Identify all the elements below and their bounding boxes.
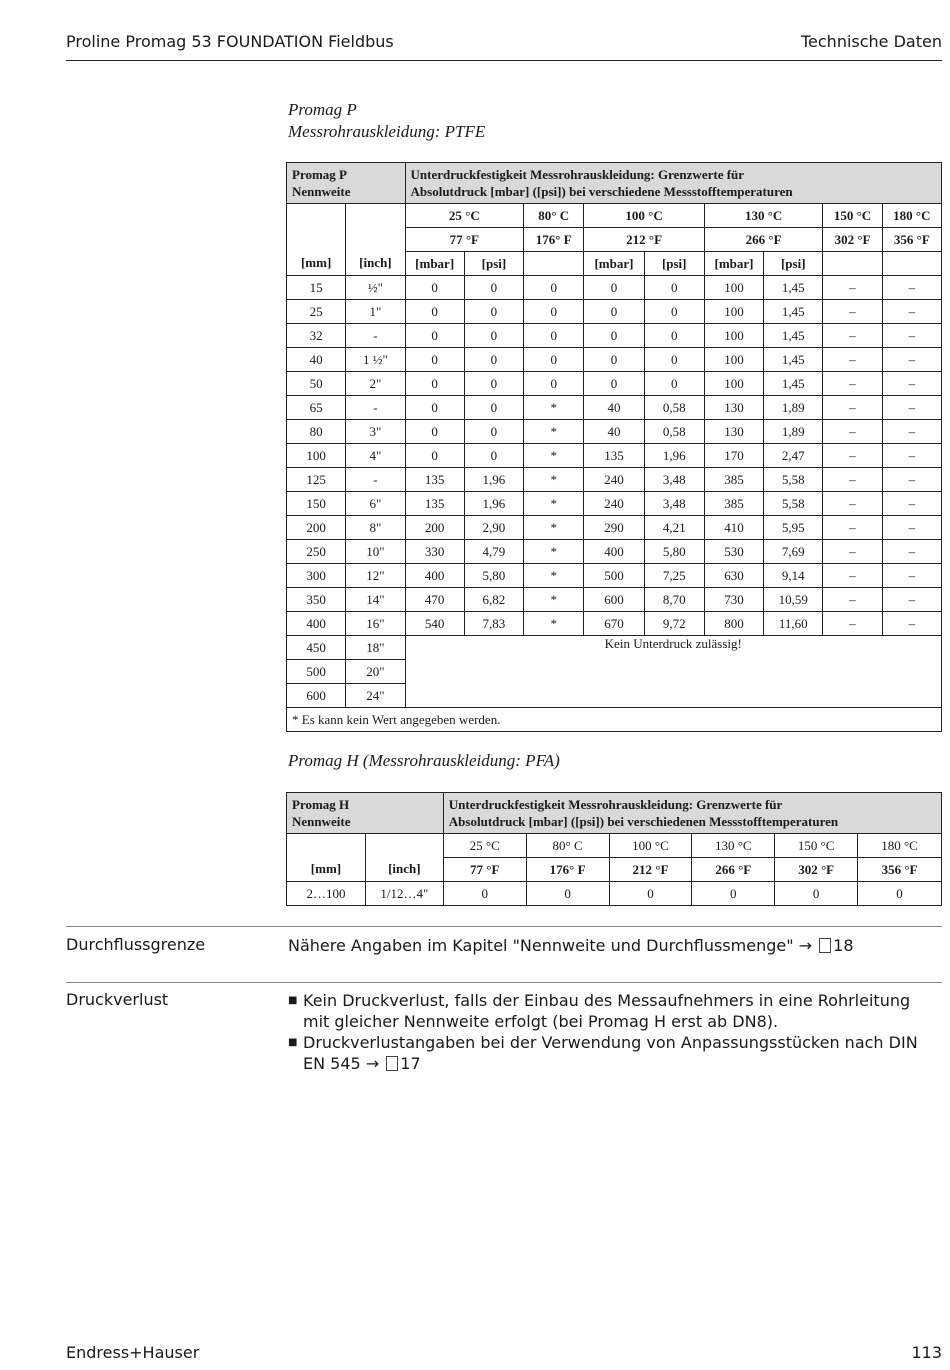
temp-f-header: 77 °F <box>443 858 526 882</box>
table-cell: 40 <box>287 348 346 372</box>
table-cell: 65 <box>287 396 346 420</box>
table-cell: – <box>823 564 882 588</box>
table-cell: 100 <box>704 300 763 324</box>
table-cell: 1,45 <box>764 300 823 324</box>
table-row <box>287 540 942 564</box>
table-cell: 1,96 <box>644 444 704 468</box>
druckverlust-list <box>288 990 938 1074</box>
table-cell: * <box>524 468 584 492</box>
table-cell: – <box>823 420 882 444</box>
temp-c-header: 100 °C <box>584 204 705 228</box>
section-divider <box>66 982 942 983</box>
table-cell: 11,60 <box>764 612 823 636</box>
unit-header <box>524 252 584 276</box>
table-row <box>287 276 942 300</box>
table-cell: 500 <box>584 564 644 588</box>
table-cell: – <box>823 372 882 396</box>
durchfluss-label: Durchflussgrenze <box>66 935 206 954</box>
table-cell: – <box>882 492 941 516</box>
table-cell: – <box>823 396 882 420</box>
promag-p-subtitle: Messrohrauskleidung: PTFE <box>288 122 486 141</box>
table-row <box>287 468 942 492</box>
table-cell: – <box>882 564 941 588</box>
table-cell: 2" <box>346 372 405 396</box>
table-row <box>287 516 942 540</box>
table-cell: 0,58 <box>644 420 704 444</box>
table-cell: – <box>823 588 882 612</box>
table-row <box>287 636 942 660</box>
table-cell: – <box>882 276 941 300</box>
table-cell: 0 <box>464 324 523 348</box>
table-cell: 0 <box>405 420 464 444</box>
table-cell: 9,72 <box>644 612 704 636</box>
table-cell: 4" <box>346 444 405 468</box>
table-cell: 450 <box>287 636 346 660</box>
table-cell: 125 <box>287 468 346 492</box>
table-cell: 0 <box>405 324 464 348</box>
header-rule <box>66 60 942 61</box>
table-cell: 40 <box>584 420 644 444</box>
table-cell: 1,89 <box>764 420 823 444</box>
table-cell: – <box>882 540 941 564</box>
table-cell: 540 <box>405 612 464 636</box>
unit-header: [psi] <box>644 252 704 276</box>
table-cell: 1 ½" <box>346 348 405 372</box>
table-cell: 130 <box>704 420 763 444</box>
table-row <box>287 300 942 324</box>
table-cell: 0 <box>584 276 644 300</box>
table-cell: 1,96 <box>464 492 523 516</box>
table-cell: 290 <box>584 516 644 540</box>
temp-f-header: 77 °F <box>405 228 524 252</box>
table-cell: 9,14 <box>764 564 823 588</box>
table-cell: 200 <box>287 516 346 540</box>
table-cell: * <box>524 516 584 540</box>
unit-header <box>823 252 882 276</box>
temp-f-header: 266 °F <box>704 228 823 252</box>
table-cell: 18" <box>346 636 405 660</box>
durchfluss-text: Nähere Angaben im Kapitel "Nennweite und Durchflussmenge" → 18 <box>288 936 854 955</box>
table-cell: * <box>524 564 584 588</box>
temp-c-header: 80° C <box>524 204 584 228</box>
table-cell: – <box>882 468 941 492</box>
table-cell: 1" <box>346 300 405 324</box>
table-cell: 10" <box>346 540 405 564</box>
table-row <box>287 324 942 348</box>
table-cell: 500 <box>287 660 346 684</box>
table-cell: 1,45 <box>764 348 823 372</box>
list-item: ■ Kein Druckverlust, falls der Einbau des Messaufnehmers in eine Rohrleitung mit gleicher Nennweite erfolgt (bei Promag H erst ab DN8). <box>288 990 938 1032</box>
table-cell: 1,89 <box>764 396 823 420</box>
temp-c-header: 25 °C <box>443 834 526 858</box>
table-row <box>287 444 942 468</box>
table-cell: 135 <box>405 492 464 516</box>
unit-header: [inch] <box>346 252 405 276</box>
temp-c-header: 180 °C <box>858 834 942 858</box>
table-cell: 0 <box>524 276 584 300</box>
unit-header: [mbar] <box>704 252 763 276</box>
header-title: Proline Promag 53 FOUNDATION Fieldbus <box>66 32 394 51</box>
table-row <box>287 612 942 636</box>
temp-f-header: 302 °F <box>823 228 882 252</box>
table-cell: 0 <box>584 372 644 396</box>
table-cell: 16" <box>346 612 405 636</box>
table-cell: 0 <box>464 300 523 324</box>
temp-f-header: 356 °F <box>882 228 941 252</box>
table-cell: 4,79 <box>464 540 523 564</box>
table-cell: 240 <box>584 468 644 492</box>
table-cell: – <box>882 420 941 444</box>
temp-c-header: 130 °C <box>692 834 775 858</box>
table-cell: 150 <box>287 492 346 516</box>
table-cell: 2,90 <box>464 516 523 540</box>
table-cell: - <box>346 396 405 420</box>
table-cell: 1,45 <box>764 372 823 396</box>
table-cell: 5,58 <box>764 468 823 492</box>
table-cell: 410 <box>704 516 763 540</box>
temp-f-header: 356 °F <box>858 858 942 882</box>
table-cell: – <box>823 516 882 540</box>
table-cell: 12" <box>346 564 405 588</box>
table-cell: 5,80 <box>464 564 523 588</box>
table-cell: 400 <box>405 564 464 588</box>
table-cell: 0 <box>464 372 523 396</box>
promag-h-title: Promag H (Messrohrauskleidung: PFA) <box>288 751 560 770</box>
table-cell: 4,21 <box>644 516 704 540</box>
page-reference-icon <box>386 1056 398 1071</box>
unit-header: [mbar] <box>405 252 464 276</box>
table-cell: 1,45 <box>764 276 823 300</box>
section-divider <box>66 926 942 927</box>
temp-c-header: 25 °C <box>405 204 524 228</box>
table-cell: 600 <box>584 588 644 612</box>
table-cell: 25 <box>287 300 346 324</box>
table-cell: 530 <box>704 540 763 564</box>
table-cell: 400 <box>287 612 346 636</box>
table-cell: 350 <box>287 588 346 612</box>
table-cell: 0 <box>405 396 464 420</box>
temp-f-header: 212 °F <box>609 858 692 882</box>
table-cell: – <box>823 540 882 564</box>
table-cell: 0 <box>464 420 523 444</box>
temp-f-header: 266 °F <box>692 858 775 882</box>
table-cell: 5,58 <box>764 492 823 516</box>
table-cell: 0 <box>644 348 704 372</box>
table-cell: 385 <box>704 468 763 492</box>
table-cell: 8" <box>346 516 405 540</box>
table-cell: 135 <box>584 444 644 468</box>
table-cell: – <box>882 444 941 468</box>
table-cell: 670 <box>584 612 644 636</box>
table-cell: * <box>524 444 584 468</box>
table-cell: 130 <box>704 396 763 420</box>
table-cell: 0 <box>584 300 644 324</box>
list-item: ■ Druckverlustangaben bei der Verwendung von Anpassungsstücken nach DIN EN 545 → 17 <box>288 1032 938 1074</box>
table-cell: 0 <box>584 324 644 348</box>
table-cell: – <box>882 516 941 540</box>
table-cell: – <box>882 372 941 396</box>
table-row: 2…100 1/12…4" 0 0 0 0 0 0 <box>287 882 942 906</box>
table-corner-header: Promag H Nennweite <box>287 793 444 834</box>
table-cell: 6,82 <box>464 588 523 612</box>
footnote: * Es kann kein Wert angegeben werden. <box>287 708 942 732</box>
no-vacuum-note: Kein Unterdruck zulässig! <box>405 636 941 708</box>
table-row <box>287 396 942 420</box>
unit-header: [psi] <box>464 252 523 276</box>
table-cell: 0 <box>405 372 464 396</box>
table-cell: 0 <box>524 324 584 348</box>
table-cell: – <box>882 324 941 348</box>
table-cell: – <box>823 468 882 492</box>
table-cell: 80 <box>287 420 346 444</box>
table-cell: - <box>346 324 405 348</box>
table-row <box>287 588 942 612</box>
temp-f-header: 212 °F <box>584 228 705 252</box>
table-cell: 0 <box>405 300 464 324</box>
unit-header: [psi] <box>764 252 823 276</box>
table-cell: 3,48 <box>644 492 704 516</box>
table-cell: 0 <box>644 372 704 396</box>
table-cell: 0 <box>405 348 464 372</box>
table-cell: * <box>524 396 584 420</box>
table-cell: 2,47 <box>764 444 823 468</box>
table-cell: 400 <box>584 540 644 564</box>
footer-brand: Endress+Hauser <box>66 1343 200 1362</box>
table-cell: 730 <box>704 588 763 612</box>
table-cell: 0 <box>584 348 644 372</box>
temp-c-header: 180 °C <box>882 204 941 228</box>
table-row <box>287 348 942 372</box>
table-cell: 0 <box>464 348 523 372</box>
table-cell: 0,58 <box>644 396 704 420</box>
table-cell: 7,25 <box>644 564 704 588</box>
table-cell: 10,59 <box>764 588 823 612</box>
promag-h-table <box>286 792 942 906</box>
table-cell: – <box>882 612 941 636</box>
mm-header: [mm] <box>287 858 366 882</box>
table-cell: 0 <box>464 444 523 468</box>
table-cell: – <box>823 324 882 348</box>
temp-c-header: 80° C <box>526 834 609 858</box>
temp-c-header: 150 °C <box>823 204 882 228</box>
table-cell: 200 <box>405 516 464 540</box>
table-cell: – <box>823 612 882 636</box>
table-cell: 0 <box>464 396 523 420</box>
table-cell: 0 <box>405 444 464 468</box>
table-cell: 50 <box>287 372 346 396</box>
table-row <box>287 564 942 588</box>
table-cell: 7,69 <box>764 540 823 564</box>
table-cell: 135 <box>405 468 464 492</box>
promag-p-table <box>286 162 942 732</box>
table-cell: 300 <box>287 564 346 588</box>
table-description-header: Unterdruckfestigkeit Messrohrauskleidung: Grenzwerte für Absolutdruck [mbar] ([psi]) bei verschiedenen Messstofftemperaturen <box>443 793 941 834</box>
table-cell: - <box>346 468 405 492</box>
temp-f-header: 176° F <box>524 228 584 252</box>
table-cell: 14" <box>346 588 405 612</box>
table-cell: 100 <box>704 372 763 396</box>
table-cell: 24" <box>346 684 405 708</box>
table-cell: 5,95 <box>764 516 823 540</box>
table-cell: 100 <box>704 276 763 300</box>
table-cell: 32 <box>287 324 346 348</box>
temp-f-header: 176° F <box>526 858 609 882</box>
table-cell: * <box>524 420 584 444</box>
table-cell: 100 <box>287 444 346 468</box>
table-cell: – <box>823 348 882 372</box>
table-cell: 5,80 <box>644 540 704 564</box>
table-cell: – <box>882 396 941 420</box>
table-description-header: Unterdruckfestigkeit Messrohrauskleidung: Grenzwerte für Absolutdruck [mbar] ([psi]) bei verschiedene Messstofftemperaturen <box>405 163 941 204</box>
table-cell: 15 <box>287 276 346 300</box>
table-cell: 1,45 <box>764 324 823 348</box>
table-cell: 8,70 <box>644 588 704 612</box>
table-cell: 100 <box>704 348 763 372</box>
units-row <box>287 252 942 276</box>
table-cell: 0 <box>405 276 464 300</box>
table-cell: 800 <box>704 612 763 636</box>
table-cell: 170 <box>704 444 763 468</box>
temp-c-header: 130 °C <box>704 204 823 228</box>
table-cell: – <box>882 588 941 612</box>
table-cell: * <box>524 540 584 564</box>
table-cell: 7,83 <box>464 612 523 636</box>
table-cell: 0 <box>644 324 704 348</box>
table-cell: 630 <box>704 564 763 588</box>
table-cell: 0 <box>644 276 704 300</box>
promag-p-title: Promag P <box>288 100 357 119</box>
temp-f-header: 302 °F <box>775 858 858 882</box>
table-cell: 20" <box>346 660 405 684</box>
table-cell: 600 <box>287 684 346 708</box>
druckverlust-label: Druckverlust <box>66 990 169 1009</box>
temp-c-header: 150 °C <box>775 834 858 858</box>
table-cell: – <box>823 300 882 324</box>
temp-c-header: 100 °C <box>609 834 692 858</box>
unit-header <box>882 252 941 276</box>
table-cell: 100 <box>704 324 763 348</box>
table-cell: ½" <box>346 276 405 300</box>
table-cell: 250 <box>287 540 346 564</box>
table-cell: 0 <box>464 276 523 300</box>
header-section: Technische Daten <box>800 32 942 51</box>
table-corner-header: Promag P Nennweite <box>287 163 406 204</box>
table-cell: 3,48 <box>644 468 704 492</box>
table-cell: 0 <box>644 300 704 324</box>
table-cell: – <box>882 300 941 324</box>
unit-header: [mbar] <box>584 252 644 276</box>
table-row <box>287 420 942 444</box>
page-reference-icon <box>819 938 831 953</box>
table-cell: 470 <box>405 588 464 612</box>
table-cell: * <box>524 492 584 516</box>
table-cell: * <box>524 588 584 612</box>
table-cell: 0 <box>524 300 584 324</box>
table-cell: * <box>524 612 584 636</box>
page-number: 113 <box>911 1343 942 1362</box>
table-cell: – <box>823 492 882 516</box>
table-cell: 240 <box>584 492 644 516</box>
table-cell: 385 <box>704 492 763 516</box>
inch-header: [inch] <box>365 858 443 882</box>
unit-header: [mm] <box>287 252 346 276</box>
table-cell: 6" <box>346 492 405 516</box>
table-cell: 0 <box>524 348 584 372</box>
table-row <box>287 492 942 516</box>
table-row <box>287 372 942 396</box>
table-cell: 3" <box>346 420 405 444</box>
table-cell: – <box>823 276 882 300</box>
table-cell: 1,96 <box>464 468 523 492</box>
table-cell: – <box>882 348 941 372</box>
table-cell: 40 <box>584 396 644 420</box>
table-cell: 0 <box>524 372 584 396</box>
table-cell: – <box>823 444 882 468</box>
table-cell: 330 <box>405 540 464 564</box>
